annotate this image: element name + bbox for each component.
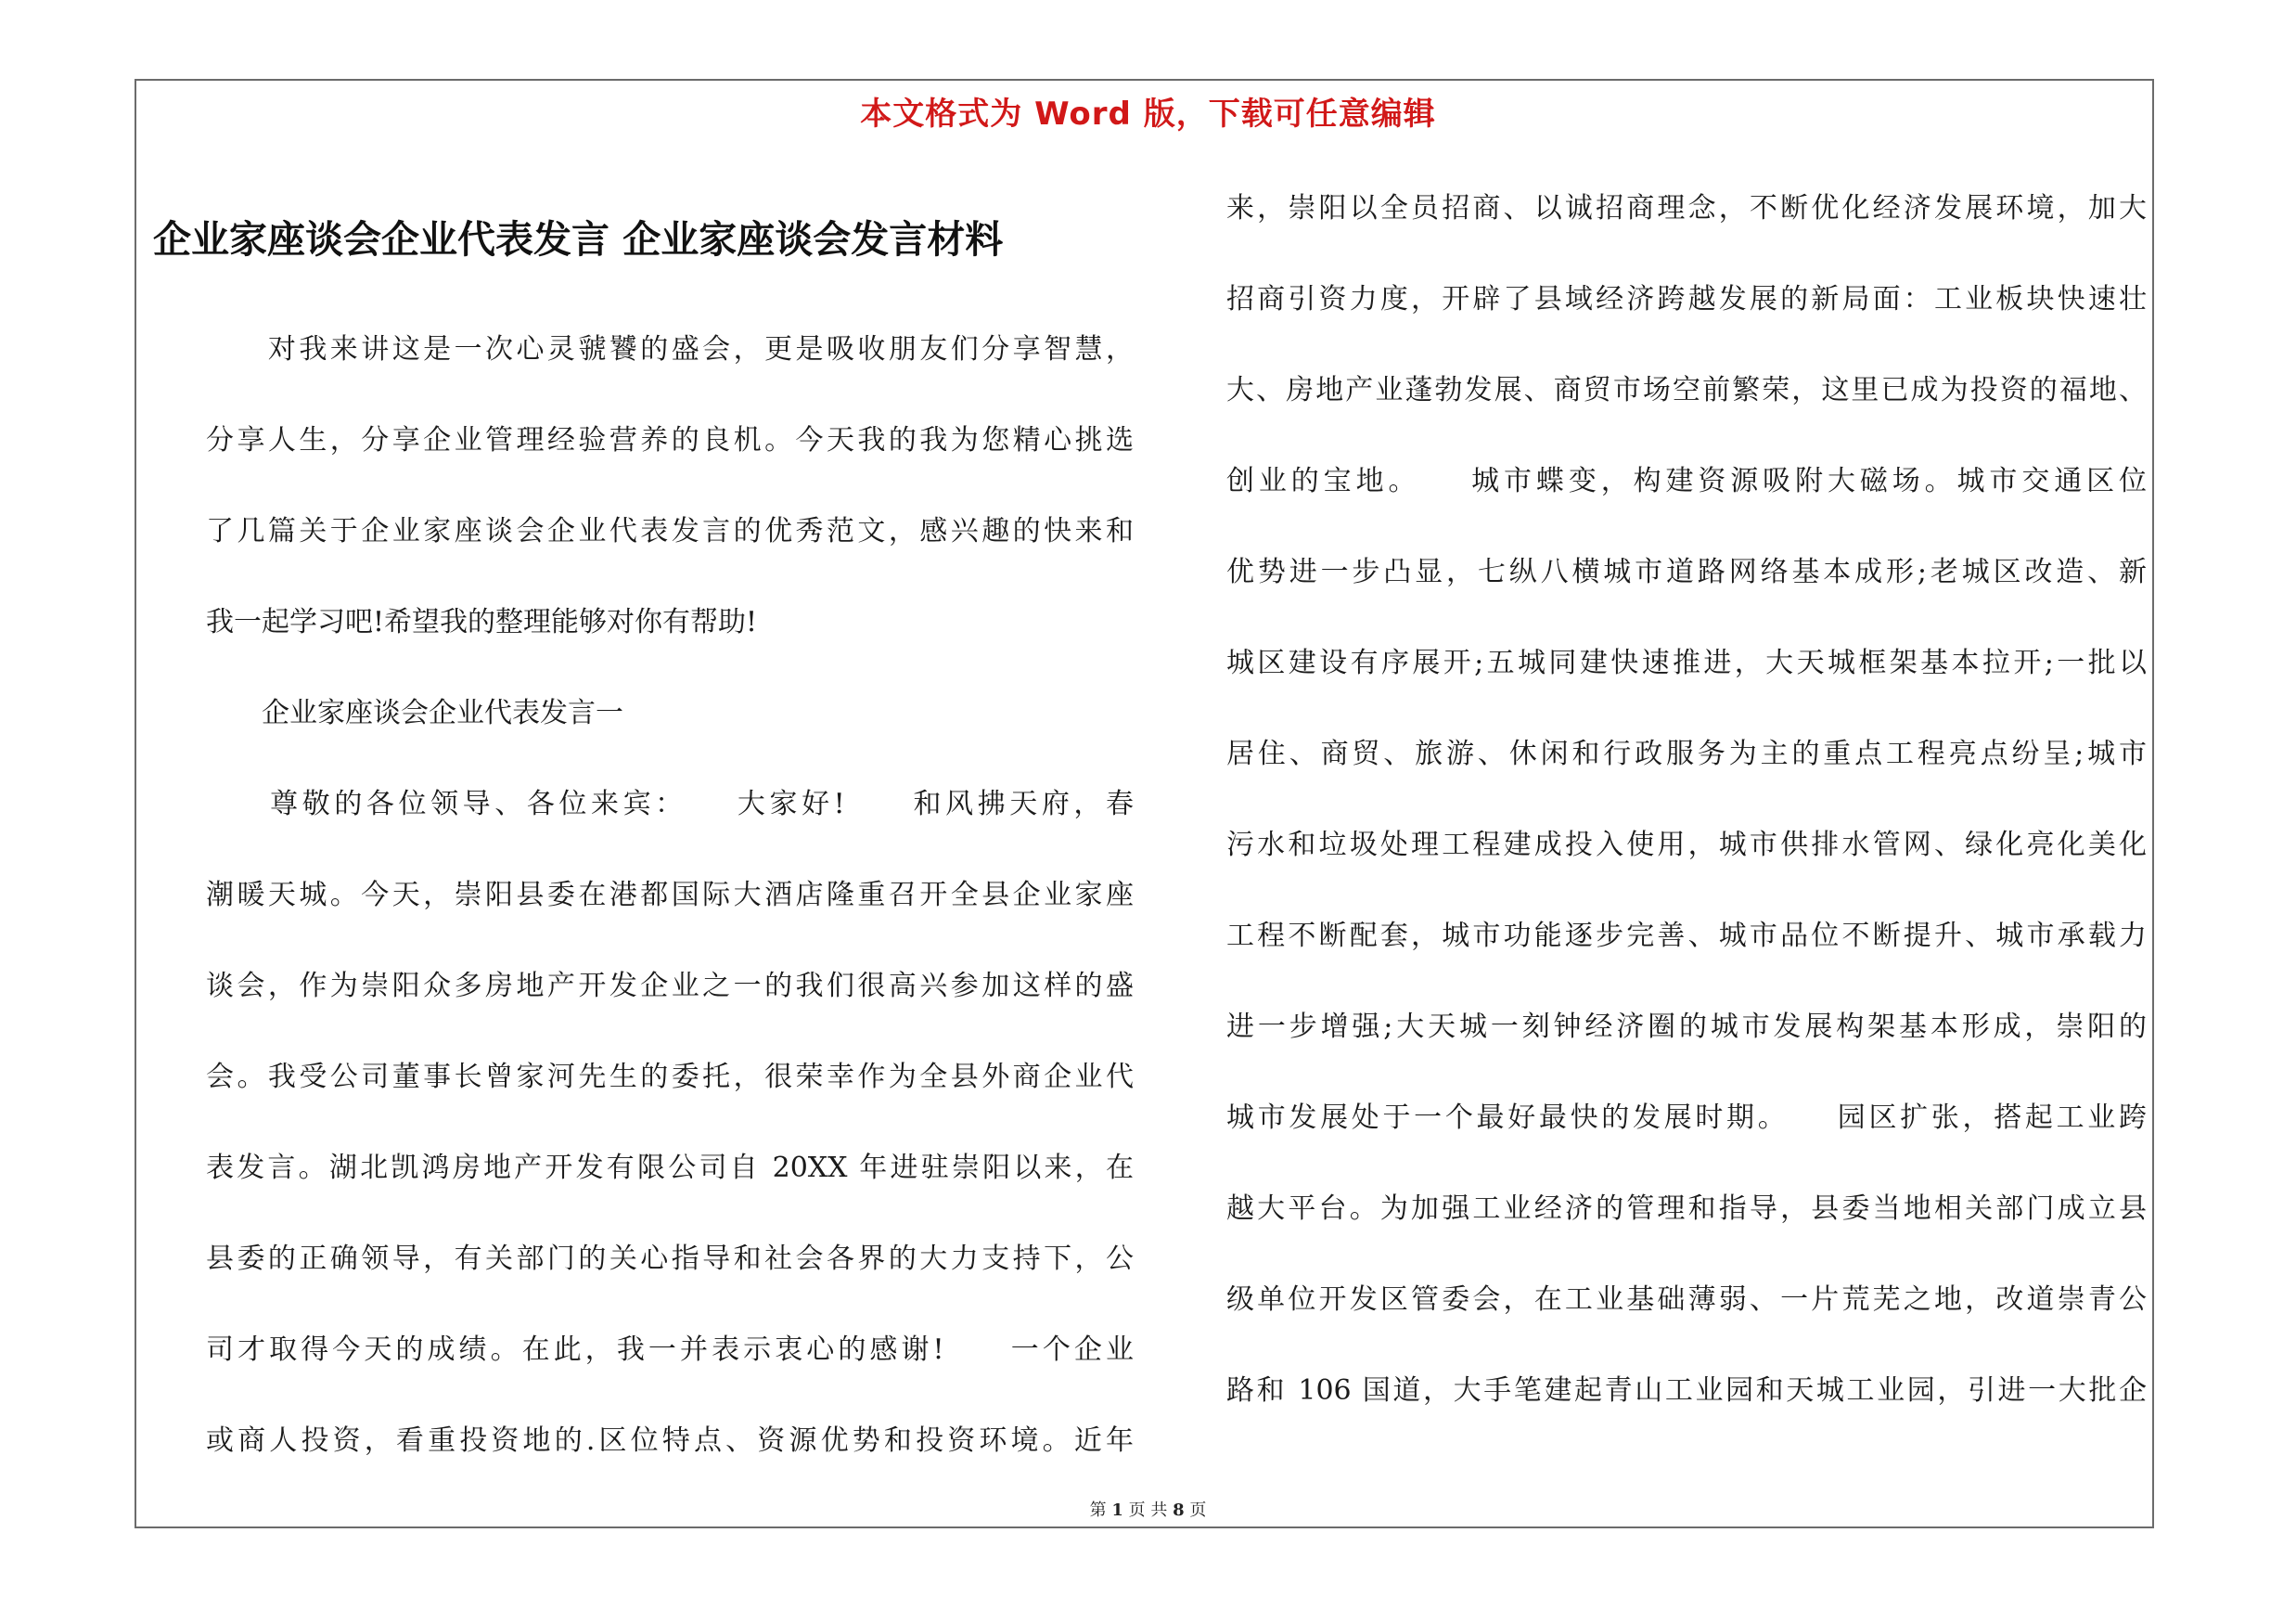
body-line: 居住、商贸、旅游、休闲和行政服务为主的重点工程亮点纷呈;城市 [1226,738,2147,770]
body-line: 或商人投资，看重投资地的.区位特点、资源优势和投资环境。近年 [206,1424,1134,1457]
current-page-number: 1 [1111,1501,1123,1520]
body-line: 招商引资力度，开辟了县域经济跨越发展的新局面：工业板块快速壮 [1226,283,2147,316]
body-line: 尊敬的各位领导、各位来宾： 大家好! 和风拂天府，春 [206,788,1134,820]
document-title: 企业家座谈会企业代表发言 企业家座谈会发言材料 [153,217,1004,262]
body-line: 城区建设有序展开;五城同建快速推进，大天城框架基本拉开;一批以 [1226,647,2147,679]
body-line: 路和 106 国道，大手笔建起青山工业园和天城工业园，引进一大批企 [1226,1374,2147,1407]
page-footer [0,1497,2296,1521]
body-line: 我一起学习吧!希望我的整理能够对你有帮助! [206,606,758,638]
body-line: 谈会，作为崇阳众多房地产开发企业之一的我们很高兴参加这样的盛 [206,970,1134,1002]
footer-prefix: 第 [1089,1501,1107,1520]
format-notice-banner: 本文格式为 Word 版，下载可任意编辑 [860,96,1436,133]
body-line: 潮暖天城。今天，崇阳县委在港都国际大酒店隆重召开全县企业家座 [206,879,1134,911]
right-text-column [1226,181,2147,1454]
total-page-count: 8 [1173,1501,1185,1520]
body-line: 优势进一步凸显，七纵八横城市道路网络基本成形;老城区改造、新 [1226,556,2147,588]
left-text-column [206,322,1134,1504]
body-line: 司才取得今天的成绩。在此，我一并表示衷心的感谢! 一个企业 [206,1333,1134,1366]
body-line: 污水和垃圾处理工程建成投入使用，城市供排水管网、绿化亮化美化 [1226,829,2147,861]
footer-suffix: 页 [1189,1501,1207,1520]
body-line: 对我来讲这是一次心灵虢饕的盛会，更是吸收朋友们分享智慧， [206,333,1134,366]
section-heading: 企业家座谈会企业代表发言一 [206,697,623,729]
footer-middle: 页 共 [1128,1501,1168,1520]
body-line: 级单位开发区管委会，在工业基础薄弱、一片荒芜之地，改道崇青公 [1226,1283,2147,1316]
body-line: 了几篇关于企业家座谈会企业代表发言的优秀范文，感兴趣的快来和 [206,515,1134,547]
body-line: 创业的宝地。 城市蝶变，构建资源吸附大磁场。城市交通区位 [1226,465,2147,497]
body-line: 大、房地产业蓬勃发展、商贸市场空前繁荣，这里已成为投资的福地、 [1226,374,2147,406]
body-line: 城市发展处于一个最好最快的发展时期。 园区扩张，搭起工业跨 [1226,1101,2147,1134]
body-line: 表发言。湖北凯鸿房地产开发有限公司自 20XX 年进驻崇阳以来，在 [206,1152,1134,1184]
body-line: 工程不断配套，城市功能逐步完善、城市品位不断提升、城市承载力 [1226,920,2147,952]
body-line: 县委的正确领导，有关部门的关心指导和社会各界的大力支持下，公 [206,1243,1134,1275]
body-line: 进一步增强;大天城一刻钟经济圈的城市发展构架基本形成，崇阳的 [1226,1011,2147,1043]
body-line: 会。我受公司董事长曾家河先生的委托，很荣幸作为全县外商企业代 [206,1061,1134,1093]
body-line: 分享人生，分享企业管理经验营养的良机。今天我的我为您精心挑选 [206,424,1134,457]
body-line: 越大平台。为加强工业经济的管理和指导，县委当地相关部门成立县 [1226,1192,2147,1225]
body-line: 来，崇阳以全员招商、以诚招商理念，不断优化经济发展环境，加大 [1226,192,2147,225]
